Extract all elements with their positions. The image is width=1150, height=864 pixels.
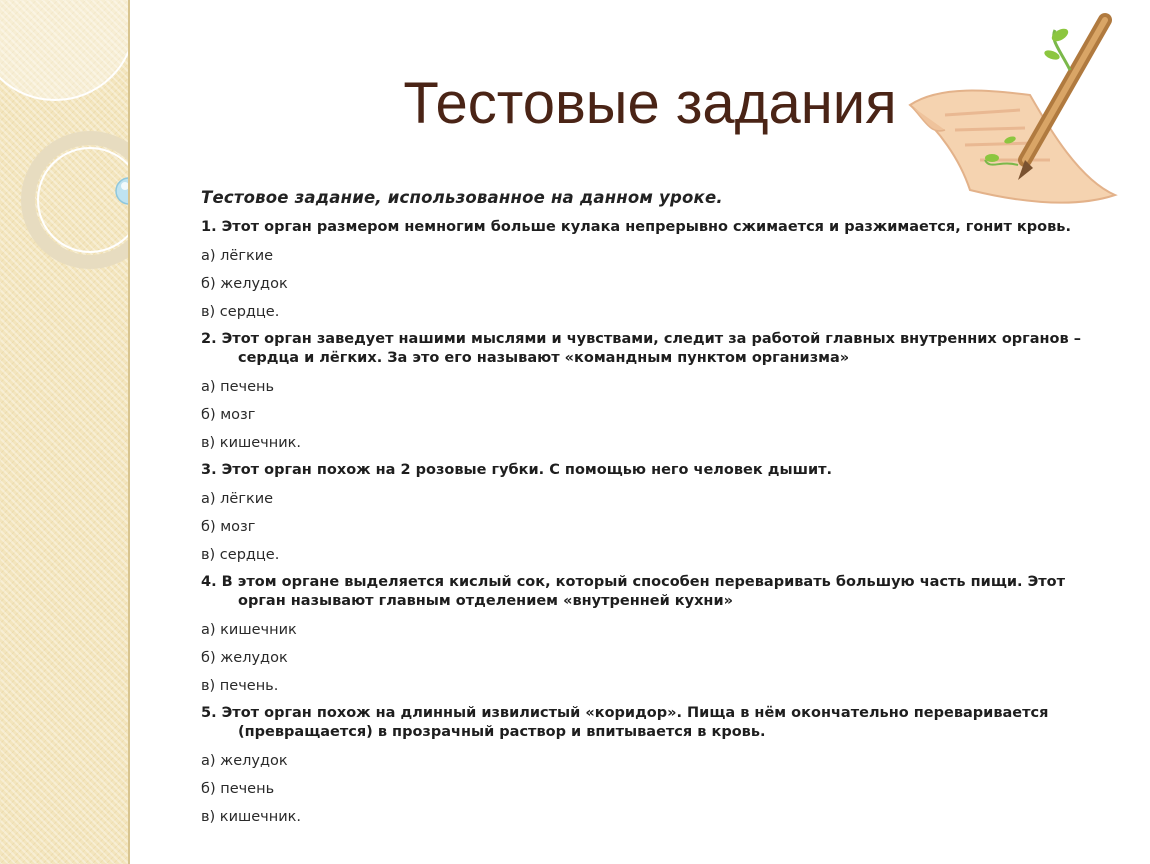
answer-option: б) желудок — [201, 650, 288, 666]
answer-option: а) лёгкие — [201, 248, 274, 264]
answer-option: б) мозг — [201, 407, 256, 423]
question-4 — [201, 573, 1101, 700]
page-title: Тестовые задания — [403, 71, 897, 136]
answer-option: в) сердце. — [201, 547, 280, 563]
test-content — [201, 186, 1101, 831]
question-2 — [201, 330, 1101, 457]
question-text: 4. В этом органе выделяется кислый сок, который способен переваривать большую часть пищи. Этот орган называют главным отделением «внутренней кухни» — [201, 574, 1065, 609]
decorative-sidebar — [0, 0, 130, 864]
answer-option: б) желудок — [201, 276, 288, 292]
question-1 — [201, 218, 1101, 326]
answer-option: в) кишечник. — [201, 809, 302, 825]
circles-decoration-icon — [0, 0, 130, 300]
question-text: 1. Этот орган размером немногим больше кулака непрерывно сжимается и разжимается, гонит кровь. — [201, 219, 1071, 235]
answer-option: б) печень — [201, 781, 275, 797]
intro-text: Тестовое задание, использованное на данном уроке. — [201, 188, 723, 207]
scroll-quill-icon — [900, 10, 1130, 210]
answer-option: в) печень. — [201, 678, 279, 694]
answer-option: а) желудок — [201, 753, 288, 769]
answer-option: а) кишечник — [201, 622, 297, 638]
answer-option: в) кишечник. — [201, 435, 302, 451]
question-text: 5. Этот орган похож на длинный извилистый «коридор». Пища в нём окончательно переваривается (превращается) в прозрачный раствор и впитывается в кровь. — [201, 705, 1049, 740]
question-5 — [201, 704, 1101, 831]
question-text: 3. Этот орган похож на 2 розовые губки. С помощью него человек дышит. — [201, 462, 833, 478]
answer-option: б) мозг — [201, 519, 256, 535]
answer-option: а) печень — [201, 379, 275, 395]
answer-option: а) лёгкие — [201, 491, 274, 507]
question-3 — [201, 461, 1101, 569]
question-text: 2. Этот орган заведует нашими мыслями и чувствами, следит за работой главных внутренних органов – сердца и лёгких. За это его называют «командным пунктом организма» — [201, 331, 1081, 366]
answer-option: в) сердце. — [201, 304, 280, 320]
